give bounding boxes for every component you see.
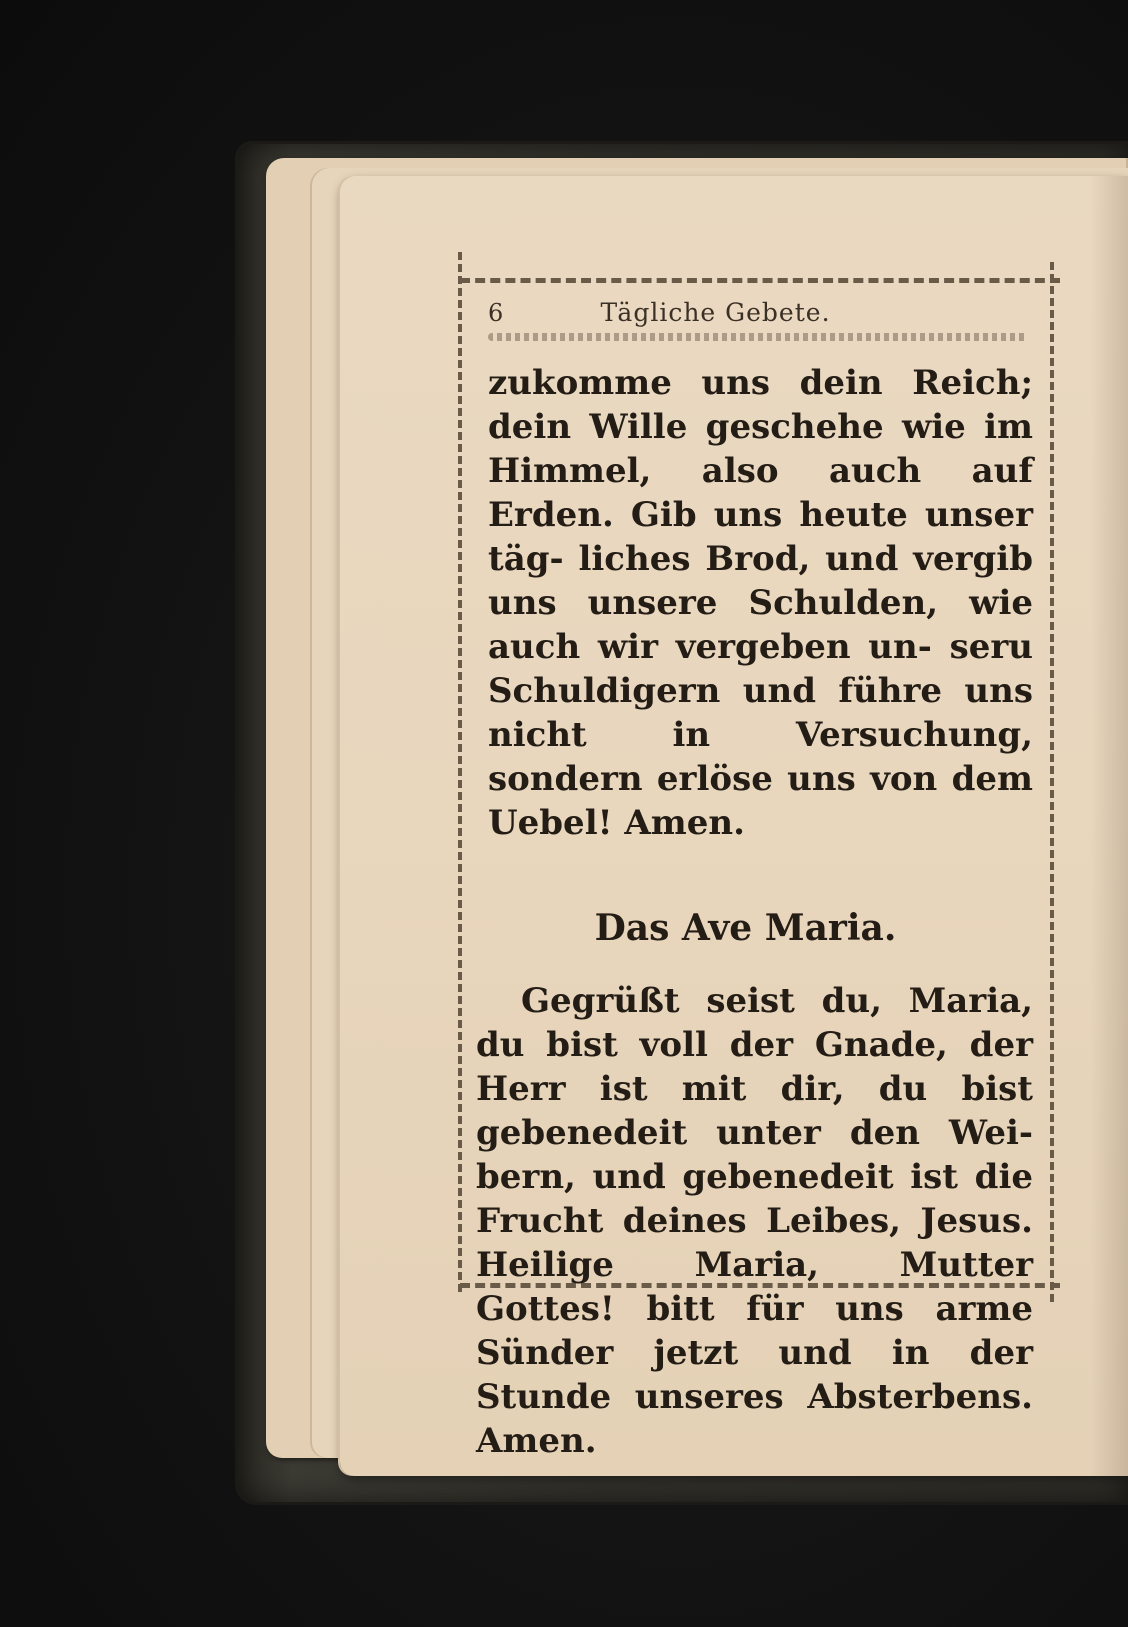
page-border-right — [1050, 262, 1058, 1302]
section-title-ave-maria: Das Ave Maria. — [594, 907, 897, 949]
page-number: 6 — [488, 299, 504, 327]
page-text-block — [476, 298, 1033, 1463]
running-head: Tägliche Gebete. — [600, 298, 831, 327]
page-header — [488, 298, 1033, 327]
page-gutter-shadow — [1090, 176, 1128, 1476]
lords-prayer-ending: zukomme uns dein Reich; dein Wille geschehe wie im Himmel, also auch auf Erden. Gib uns heute unser täg- liches Brod, und vergib uns unsere Schulden, wie auch wir vergeben un- seru Schuldigern und führe uns nicht in Versuchung, sondern erlöse uns von dem Uebel! Amen. — [488, 363, 1033, 843]
ave-maria-text: Gegrüßt seist du, Maria, du bist voll der Gnade, der Herr ist mit dir, du bist gebenedeit unter den Wei- bern, und gebenedeit ist die Frucht deines Leibes, Jesus. Heilige Maria, Mutter Gottes! bitt für uns arme Sünder jetzt und in der Stunde unseres Absterbens. Amen. — [476, 981, 1033, 1461]
page-border-left — [458, 252, 466, 1292]
header-wavy-rule — [488, 333, 1028, 341]
